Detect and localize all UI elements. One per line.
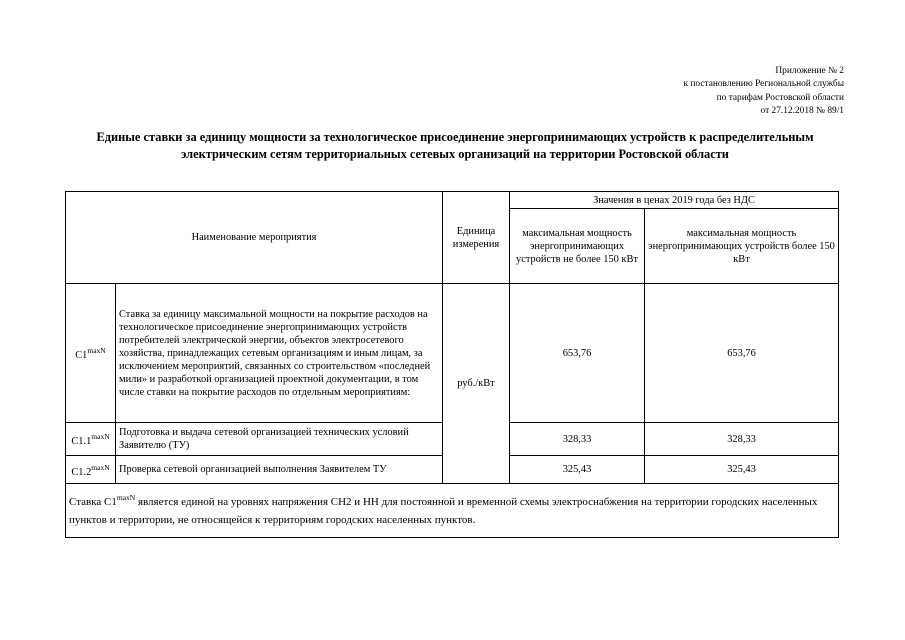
appendix-line-1: Приложение № 2 (775, 66, 844, 76)
appendix-line-3: по тарифам Ростовской области (716, 92, 844, 103)
value-large: 325,43 (645, 456, 839, 484)
value-large: 653,76 (645, 284, 839, 423)
header-name: Наименование мероприятия (66, 192, 443, 284)
note-text: Ставка $C1^{maxN}$ является единой на уровнях напряжения СН2 и НН для постоянной и временной схемы электроснабжения на территории городских населенных пунктов и территории, не относящейся к территориям городских населенных пунктов. (66, 484, 839, 538)
note-row (66, 484, 839, 538)
row-code: $C1.2^{maxN}$ (66, 456, 116, 484)
value-large: 328,33 (645, 423, 839, 456)
row-description: Проверка сетевой организацией выполнения Заявителем ТУ (116, 456, 443, 484)
appendix-line-4: от 27.12.2018 № 89/1 (760, 106, 844, 117)
header-values-group: Значения в ценах 2019 года без НДС (510, 192, 839, 209)
header-unit: Единица измерения (443, 192, 510, 284)
header-col-small: максимальная мощность энергопринимающих устройств не более 150 кВт (510, 209, 645, 284)
appendix-header (544, 65, 844, 119)
row-code: $C1.1^{maxN}$ (66, 423, 116, 456)
header-col-large: максимальная мощность энергопринимающих устройств более 150 кВт (645, 209, 839, 284)
row-description: Ставка за единицу максимальной мощности на покрытие расходов на технологическое присоединение энергопринимающих устройств потребителей электрической энергии, объектов электросетевого хозяйства, принадлежащих сетевым организациям и иным лицам, за исключением мероприятий, связанных со строительством «последней мили» и разработкой организацией проектной документации, в том числе ставки на покрытие расходов по отдельным мероприятиям: (116, 284, 443, 423)
unit-cell: руб./кВт (443, 284, 510, 484)
value-small: 653,76 (510, 284, 645, 423)
value-small: 328,33 (510, 423, 645, 456)
document-title: Единые ставки за единицу мощности за технологическое присоединение энергопринимающих устройств к распределительным электрическим сетям территориальных сетевых организаций на территории Ростовской области (96, 130, 814, 161)
value-small: 325,43 (510, 456, 645, 484)
appendix-line-2: к постановлению Региональной службы (683, 79, 844, 90)
rates-table (65, 191, 839, 538)
table-row (66, 284, 839, 423)
row-code: $C1^{maxN}$ (66, 284, 116, 423)
header-row-top (66, 192, 839, 209)
row-description: Подготовка и выдача сетевой организацией технических условий Заявителю (ТУ) (116, 423, 443, 456)
